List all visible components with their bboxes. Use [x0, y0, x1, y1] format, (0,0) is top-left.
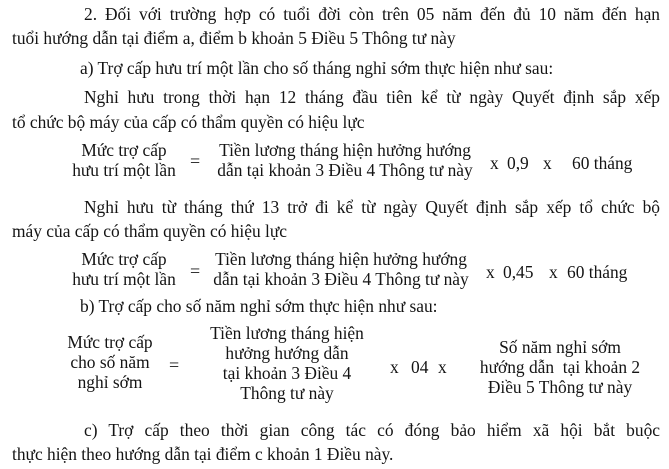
formula-2-times-1: x — [486, 262, 495, 282]
part-a-case-1-line-2: tổ chức bộ máy của cấp có thẩm quyền có hiệu lực — [12, 112, 365, 132]
formula-3-right-line-3: Điều 5 Thông tư này — [487, 377, 633, 397]
part-a-case-2-line-1: Nghỉ hưu từ tháng thứ 13 trở đi kể từ ngày Quyết định sắp xếp tổ chức bộ — [84, 197, 660, 217]
formula-1-lhs-line-1: Mức trợ cấp — [81, 140, 167, 160]
formula-3-middle-line-3: tại khoản 3 Điều 4 — [222, 363, 352, 383]
formula-2-coefficient: 0,45 — [503, 262, 534, 282]
formula-3-lhs — [56, 332, 164, 392]
part-a-case-1-line-1: Nghỉ hưu trong thời hạn 12 tháng đầu tiên kể từ ngày Quyết định sắp xếp — [84, 87, 660, 107]
formula-1-months: 60 tháng — [572, 153, 633, 173]
formula-1-coefficient: 0,9 — [507, 153, 529, 173]
section-2-line-1: 2. Đối với trường hợp có tuổi đời còn trên 05 năm đến đủ 10 năm đến hạn — [84, 4, 660, 24]
formula-3-times-1: x — [390, 357, 399, 377]
part-b-heading: b) Trợ cấp cho số năm nghỉ sớm thực hiện như sau: — [80, 296, 438, 316]
formula-3-middle — [196, 323, 378, 403]
part-a-heading: a) Trợ cấp hưu trí một lần cho số tháng nghỉ sớm thực hiện như sau: — [80, 58, 554, 78]
formula-2-equals: = — [190, 261, 201, 281]
formula-2-months: 60 tháng — [567, 262, 628, 282]
part-c-line-1: c) Trợ cấp theo thời gian công tác có đóng bảo hiểm xã hội bắt buộc — [84, 420, 660, 440]
part-a-case-2-line-2: máy của cấp có thẩm quyền có hiệu lực — [12, 221, 288, 241]
formula-2-lhs — [66, 249, 182, 289]
formula-2-rhs-line-2: dẫn tại khoản 3 Điều 4 Thông tư này — [213, 269, 469, 289]
formula-2-rhs-line-1: Tiền lương tháng hiện hưởng hướng — [215, 249, 467, 269]
formula-3-times-2: x — [438, 357, 447, 377]
formula-1-rhs-line-2: dẫn tại khoản 3 Điều 4 Thông tư này — [217, 160, 473, 180]
formula-3-right — [462, 337, 658, 397]
formula-3-right-line-2: hướng dẫn tại khoản 2 — [479, 357, 641, 377]
formula-2-lhs-line-2: hưu trí một lần — [72, 269, 176, 289]
formula-1-lhs — [66, 140, 182, 180]
formula-1-lhs-line-2: hưu trí một lần — [72, 160, 176, 180]
formula-1-times-1: x — [490, 153, 499, 173]
formula-3-middle-line-1: Tiền lương tháng hiện — [210, 323, 364, 343]
formula-3-middle-line-2: hưởng hướng dẫn — [225, 343, 349, 363]
formula-1-times-2: x — [543, 153, 552, 173]
formula-3-middle-line-4: Thông tư này — [240, 383, 334, 403]
section-2-line-2: tuổi hướng dẫn tại điểm a, điểm b khoản 5 Điều 5 Thông tư này — [12, 28, 456, 48]
formula-1-rhs — [212, 140, 478, 180]
formula-3-lhs-line-2: cho số năm — [70, 352, 150, 372]
formula-3-coefficient: 04 — [411, 357, 429, 377]
formula-3-lhs-line-3: nghỉ sớm — [77, 372, 143, 392]
formula-3-right-line-1: Số năm nghỉ sớm — [499, 337, 621, 357]
formula-2-rhs — [208, 249, 474, 289]
formula-1-equals: = — [190, 151, 201, 171]
formula-1-rhs-line-1: Tiền lương tháng hiện hưởng hướng — [219, 140, 471, 160]
formula-3-lhs-line-1: Mức trợ cấp — [67, 332, 153, 352]
formula-2-lhs-line-1: Mức trợ cấp — [81, 249, 167, 269]
formula-2-times-2: x — [549, 262, 558, 282]
part-c-line-2: thực hiện theo hướng dẫn tại điểm c khoản 1 Điều này. — [12, 444, 394, 464]
formula-3-equals: = — [169, 355, 180, 375]
